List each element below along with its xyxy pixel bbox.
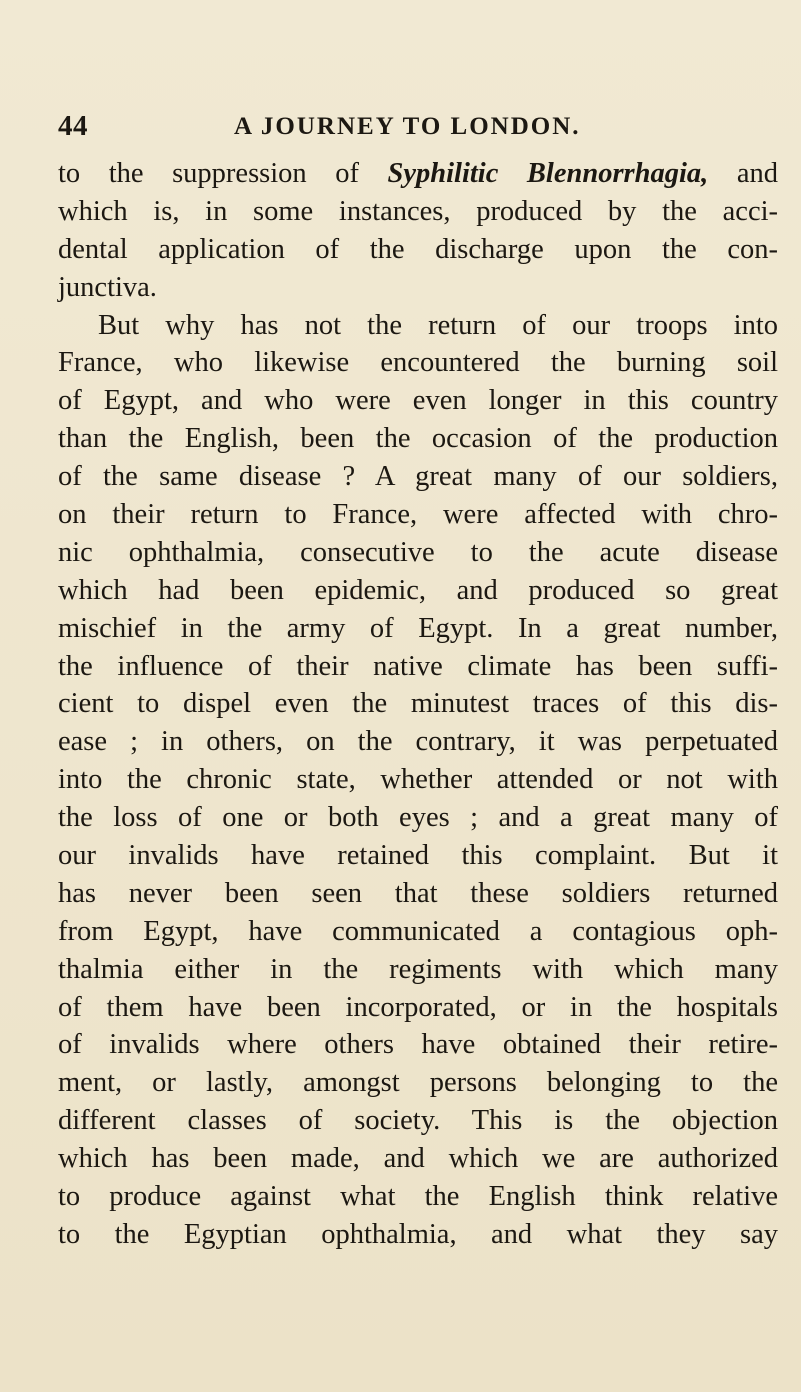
text-line: on their return to France, were affected with chro- <box>58 499 778 531</box>
text-line: nic ophthalmia, consecutive to the acute disease <box>58 536 778 568</box>
text-line: dental application of the discharge upon the con- <box>58 233 778 265</box>
text-line: to produce against what the English think relative <box>58 1181 778 1213</box>
text-line: of the same disease ? A great many of our soldiers, <box>58 461 778 493</box>
text-line: thalmia either in the regiments with which many <box>58 953 778 985</box>
text-segment: to the suppression of <box>58 158 388 189</box>
text-line: to the Egyptian ophthalmia, and what they say <box>58 1218 778 1250</box>
text-line: junctiva. <box>58 271 157 303</box>
text-line: our invalids have retained this complaint. But it <box>58 840 778 872</box>
text-line: the influence of their native climate has been suffi- <box>58 650 778 682</box>
text-line: from Egypt, have communicated a contagious oph- <box>58 915 778 947</box>
text-line: of invalids where others have obtained their retire- <box>58 1029 778 1061</box>
body-text <box>58 155 778 1254</box>
text-line: than the English, been the occasion of the production <box>58 423 778 455</box>
text-line: which has been made, and which we are authorized <box>58 1143 778 1175</box>
text-line: has never been seen that these soldiers returned <box>58 877 778 909</box>
text-line: the loss of one or both eyes ; and a great many of <box>58 802 778 834</box>
text-segment: and <box>708 158 778 189</box>
italic-term: Syphilitic Blennorrhagia, <box>387 158 709 189</box>
text-line: mischief in the army of Egypt. In a great number, <box>58 612 778 644</box>
text-line: different classes of society. This is the objection <box>58 1105 778 1137</box>
text-line: into the chronic state, whether attended or not with <box>58 764 778 796</box>
text-line <box>58 155 778 193</box>
text-line: ease ; in others, on the contrary, it was perpetuated <box>58 726 778 758</box>
text-line: which is, in some instances, produced by the acci- <box>58 195 778 227</box>
text-line: But why has not the return of our troops into <box>98 309 778 341</box>
text-line: which had been epidemic, and produced so great <box>58 574 778 606</box>
running-head: A JOURNEY TO LONDON. <box>234 113 581 140</box>
page-header <box>58 110 718 150</box>
text-line: of Egypt, and who were even longer in this country <box>58 385 778 417</box>
text-line: France, who likewise encountered the burning soil <box>58 347 778 379</box>
text-line: of them have been incorporated, or in the hospitals <box>58 991 778 1023</box>
text-line: cient to dispel even the minutest traces of this dis- <box>58 688 778 720</box>
page-number: 44 <box>58 110 88 142</box>
text-line: ment, or lastly, amongst persons belonging to the <box>58 1067 778 1099</box>
